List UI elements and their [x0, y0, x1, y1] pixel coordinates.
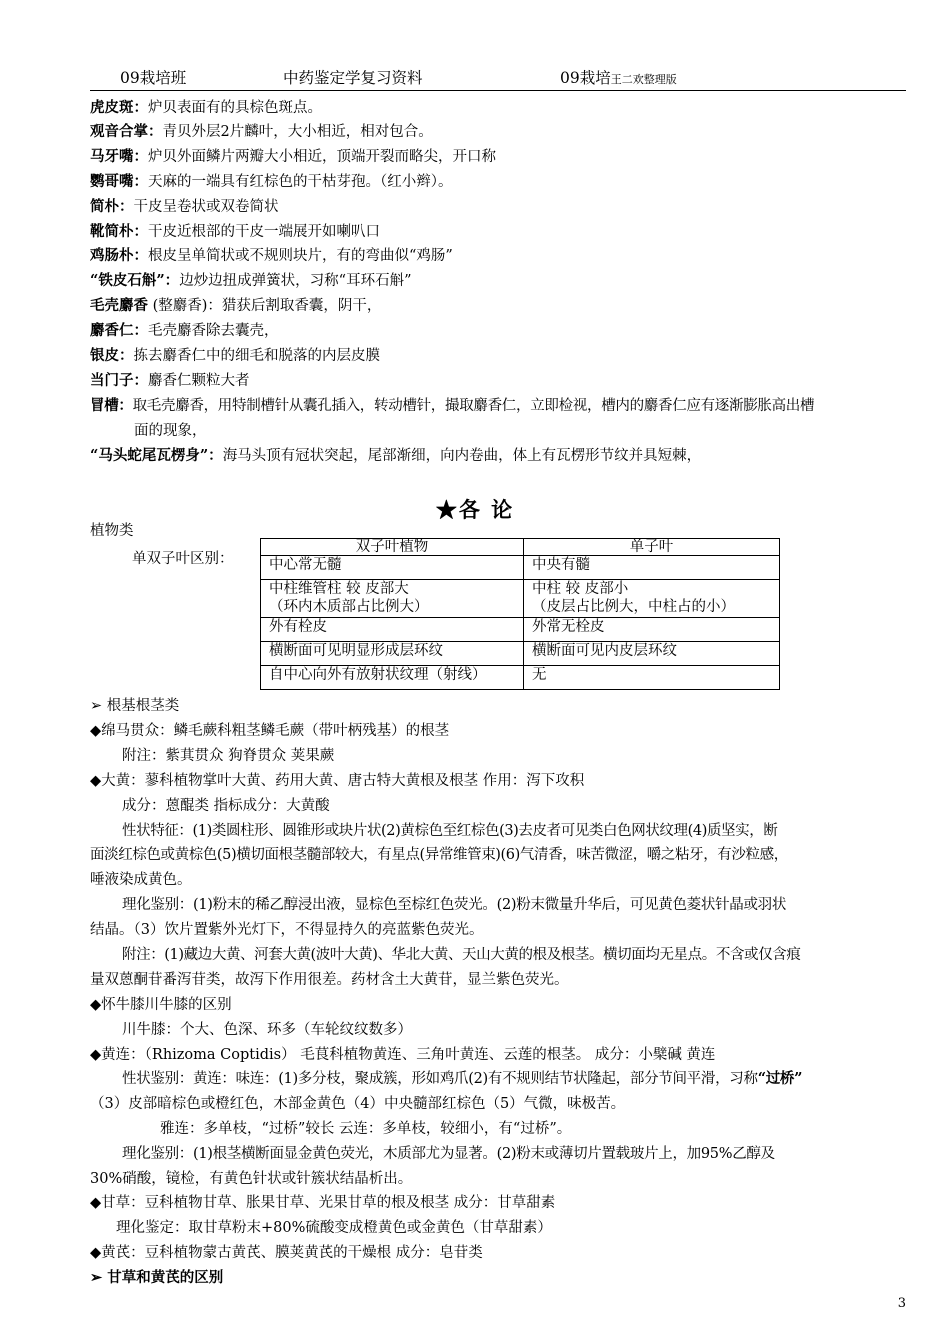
- body-line: 川牛膝：个大、色深、环多（车轮纹纹数多）: [122, 1022, 412, 1038]
- table-row: [261, 618, 780, 642]
- term-line: [90, 296, 906, 316]
- body-line: 性状特征：(1)类圆柱形、圆锥形或块片状(2)黄棕色至红棕色(3)去皮者可见类白色网状纹理(4)质坚实，断: [122, 823, 778, 839]
- table-cell: 中柱 较 皮部小 （皮层占比例大，中柱占的小）: [524, 580, 780, 618]
- table-cell: 外常无栓皮: [524, 618, 780, 642]
- table-row: [261, 666, 780, 690]
- term-name: 麝香仁：: [90, 322, 148, 339]
- page-number: 3: [897, 1296, 906, 1311]
- term-name: 鸡肠朴：: [90, 247, 148, 264]
- col-header: 单子叶: [524, 539, 780, 556]
- compare-table: [260, 538, 780, 690]
- term-def: 面的现象，: [134, 423, 207, 439]
- term-line: [90, 396, 906, 416]
- term-def: (整麝香)：猎获后割取香囊，阴干，: [148, 298, 382, 314]
- body-line: 理化鉴别：(1)根茎横断面显金黄色荧光，木质部尤为显著。(2)粉末或薄切片置载玻片上，加95%乙醇及: [122, 1146, 775, 1162]
- compare-label: 单双子叶区别：: [132, 551, 234, 567]
- table-cell: 横断面可见内皮层环纹: [524, 642, 780, 666]
- body-line: ◆绵马贯众：鳞毛蕨科粗茎鳞毛蕨（带叶柄残基）的根茎: [90, 723, 450, 739]
- body-line: 附注：(1)藏边大黄、河套大黄(波叶大黄)、华北大黄、天山大黄的根及根茎。横切面均无星点。不含或仅含痕: [122, 947, 801, 963]
- term-def: 炉贝表面有的具棕色斑点。: [148, 100, 322, 116]
- term-name: “马头蛇尾瓦楞身”：: [90, 447, 223, 464]
- table-row: [261, 556, 780, 580]
- term-name: 简朴：: [90, 198, 134, 215]
- body-line: 结晶。（3）饮片置紫外光灯下，不得显持久的亮蓝紫色荧光。: [90, 922, 484, 938]
- term-line-cont: [134, 421, 918, 441]
- body-text: 性状鉴别：黄连：味连：(1)多分枝，聚成簇，形如鸡爪(2)有不规则结节状隆起，部分节间平滑，习称: [122, 1071, 758, 1087]
- term-name: 银皮：: [90, 347, 134, 364]
- body-line: ◆怀牛膝川牛膝的区别: [90, 997, 232, 1013]
- table-cell: 外有栓皮: [261, 618, 524, 642]
- body-line: 雅连：多单枝，“过桥”较长 云连：多单枝，较细小，有“过桥”。: [160, 1121, 572, 1137]
- term-line: [90, 222, 906, 242]
- term-def: 青贝外层2片麟叶，大小相近，相对包合。: [162, 124, 433, 140]
- term-def: 干皮呈卷状或双卷简状: [133, 199, 279, 215]
- term-line: [90, 172, 906, 192]
- term-def: 边炒边扭成弹簧状，习称“耳环石斛”: [179, 273, 412, 289]
- body-line: 理化鉴定：取甘草粉末+80%硫酸变成橙黄色或金黄色（甘草甜素）: [116, 1220, 552, 1236]
- term-def: 拣去麝香仁中的细毛和脱落的内层皮膜: [133, 348, 380, 364]
- body-line: （3）皮部暗棕色或橙红色，木部金黄色（4）中央髓部红棕色（5）气微，味极苦。: [90, 1096, 626, 1112]
- body-emphasis: “过桥”: [757, 1070, 803, 1087]
- term-name: 靴简朴：: [90, 223, 148, 240]
- term-def: 毛壳麝香除去囊壳，: [148, 323, 279, 339]
- table-cell: 横断面可见明显形成层环纹: [261, 642, 524, 666]
- term-def: 海马头顶有冠状突起，尾部渐细，向内卷曲，体上有瓦楞形节纹并具短棘，: [222, 448, 702, 464]
- body-line: 30%硝酸，镜检，有黄色针状或针簇状结晶析出。: [90, 1171, 413, 1187]
- term-line: [90, 98, 906, 118]
- body-line: [122, 1069, 906, 1089]
- table-cell: 无: [524, 666, 780, 690]
- term-name: 观音合掌：: [90, 123, 163, 140]
- body-line: 附注：紫萁贯众 狗脊贯众 荚果蕨: [122, 748, 335, 764]
- term-line: [90, 122, 906, 142]
- term-line: [90, 147, 906, 167]
- term-name: 鹦哥嘴：: [90, 173, 148, 190]
- term-def: 干皮近根部的干皮一端展开如喇叭口: [148, 224, 380, 240]
- subsection-heading: ➢ 甘草和黄芪的区别: [90, 1269, 224, 1286]
- right-label-sub: 王二欢整理版: [610, 73, 677, 86]
- col-header: 双子叶植物: [261, 539, 524, 556]
- subsection-heading: ➢ 根基根茎类: [90, 698, 180, 714]
- body-line: 面淡红棕色或黄棕色(5)横切面根茎髓部较大，有星点(异常维管束)(6)气清香，味苦微涩，嚼之粘牙，有沙粒感，: [90, 847, 788, 863]
- body-line: 唾液染成黄色。: [90, 872, 192, 888]
- term-line: [90, 246, 906, 266]
- term-name: 虎皮斑：: [90, 99, 148, 116]
- right-label: [560, 66, 677, 88]
- table-cell: 中心常无髓: [261, 556, 524, 580]
- body-line: ◆黄连：（Rhizoma Coptidis） 毛茛科植物黄连、三角叶黄连、云莲的根茎。 成分：小檗碱 黄连: [90, 1047, 716, 1063]
- table-cell: 中柱维管柱 较 皮部大 （环内木质部占比例大）: [261, 580, 524, 618]
- page-header: [90, 66, 906, 91]
- term-name: 冒槽：: [90, 397, 133, 414]
- body-line: 成分：蒽醌类 指标成分：大黄酸: [122, 798, 330, 814]
- term-def: 炉贝外面鳞片两瓣大小相近，顶端开裂而略尖，开口称: [148, 149, 496, 165]
- term-name: 当门子：: [90, 372, 148, 389]
- term-def: 取毛壳麝香，用特制槽针从囊孔插入，转动槽针，撮取麝香仁，立即检视，槽内的麝香仁应有逐渐膨胀高出槽: [132, 398, 815, 414]
- body-line: 量双蒽酮苷番泻苷类，故泻下作用很差。药材含土大黄苷，显兰紫色荧光。: [90, 972, 569, 988]
- doc-title: 中药鉴定学复习资料: [283, 69, 423, 87]
- table-row: [261, 580, 780, 618]
- plant-label: 植物类: [90, 523, 134, 539]
- term-line: [90, 271, 906, 291]
- term-def: 麝香仁颗粒大者: [148, 373, 250, 389]
- table-cell: 自中心向外有放射状纹理（射线）: [261, 666, 524, 690]
- term-line: [90, 321, 906, 341]
- term-name: 毛壳麝香: [90, 297, 148, 314]
- term-line: [90, 346, 906, 366]
- term-def: 天麻的一端具有红棕色的干枯芽孢。（红小辫）。: [148, 174, 453, 190]
- body-line: 理化鉴别：(1)粉末的稀乙醇浸出液，显棕色至棕红色荧光。(2)粉末微量升华后，可见黄色菱状针晶或羽状: [122, 897, 787, 913]
- term-name: “铁皮石斛”：: [90, 272, 180, 289]
- right-label-main: 09栽培: [560, 69, 611, 87]
- term-def: 根皮呈单简状或不规则块片，有的弯曲似“鸡肠”: [148, 248, 453, 264]
- table-cell: 中央有髓: [524, 556, 780, 580]
- body-line: ◆大黄：蓼科植物掌叶大黄、药用大黄、唐古特大黄根及根茎 作用：泻下攻积: [90, 773, 585, 789]
- section-title: ★各 论: [435, 497, 515, 522]
- term-line: [90, 446, 906, 466]
- table-row: [261, 642, 780, 666]
- term-name: 马牙嘴：: [90, 148, 148, 165]
- body-line: ◆黄芪：豆科植物蒙古黄芪、膜荚黄芪的干燥根 成分：皂苷类: [90, 1245, 483, 1261]
- table-header-row: [261, 539, 780, 556]
- term-line: [90, 371, 906, 391]
- class-label: 09栽培班: [120, 69, 187, 87]
- term-line: [90, 197, 906, 217]
- body-line: ◆甘草：豆科植物甘草、胀果甘草、光果甘草的根及根茎 成分：甘草甜素: [90, 1195, 556, 1211]
